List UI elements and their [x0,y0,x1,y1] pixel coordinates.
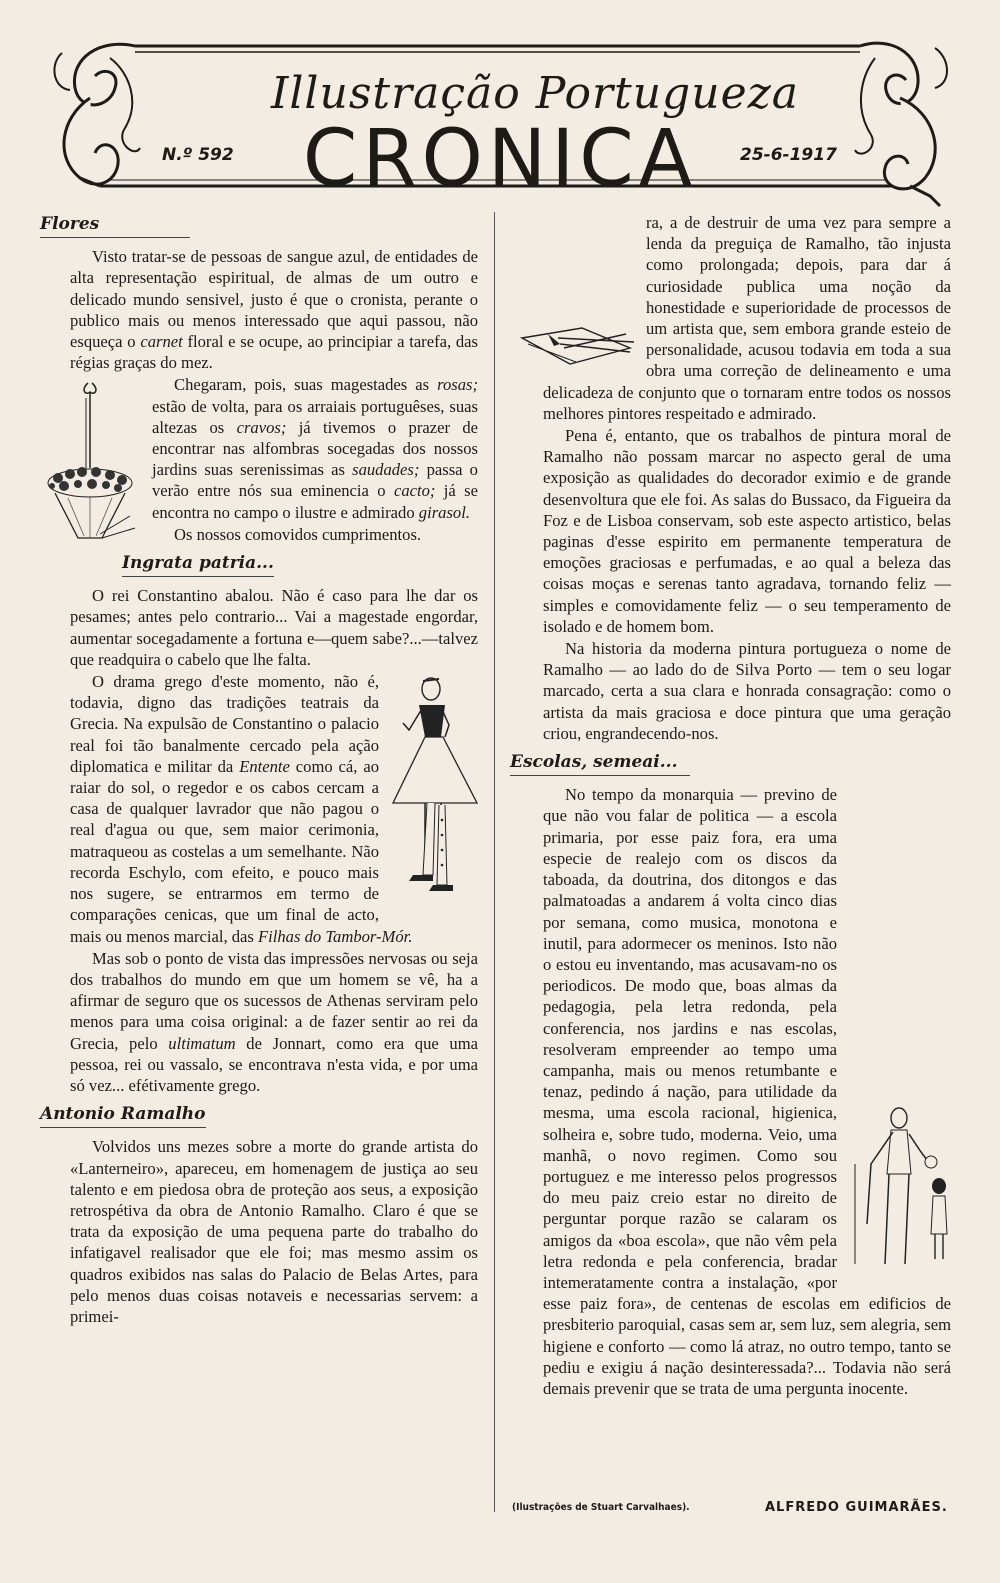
text-run: estão de volta, para os arraiais portuguêses, suas altezas os [152,396,478,437]
palette-brushes-illustration [518,322,636,370]
emphasis: ultimatum [168,1033,236,1053]
paragraph [70,671,478,947]
text-run: como cá, ao raiar do sol, o regedor e os cabos cercam a casa de qualquer lavrador que não pagou o real d'agua ou que, sem maior cerimonia, matraqueou as costelas a um semelhante. Não recorda Eschylo, com efeito, e pouco mais nos sugere, se entrarmos em termo de comparações cenicas, que um final de acto, mais ou menos marcial, das [70,756,379,946]
text-run: de Jonnart, como era que uma pessoa, rei ou vassalo, se encontrava n'esta vida, e por uma só vez... efétivamente grego. [70,1033,478,1095]
section-ingrata-patria [70,551,478,1096]
section-antonio-ramalho-continued [543,212,951,744]
text-run: ra, a de destruir de uma vez para sempre a lenda da preguiça de Ramalho, tão injusta como prolongada; depois, para dar á curiosidade publica uma noção da honestidade e superioridade de processos de um artista que, sem embora grande esteio de personalidade, acusou todavia em toda a sua obra uma correção de delineamento e uma delicadeza de conjunto que o tornaram entre todos os nossos melhores pintores respeitado e admirado. [543,213,951,423]
masthead-script-title: Illustração Portugueza [270,68,800,119]
section-heading-flores: Flores [40,214,190,238]
issue-number: N.º 592 [162,145,234,165]
teacher-child-illustration [847,1104,957,1269]
emphasis: Entente [239,756,290,776]
paragraph [70,374,478,522]
text-run: floral e se ocupe, ao principiar a tarefa, das régias graças do mez. [70,332,478,373]
paragraph [543,212,951,424]
text-run: O drama grego d'este momento, não é, todavia, digno das tradições teatrais da Grecia. Na expulsão de Constantino o palacio real foi tão banalmente cercado pela ação diplomatica e militar da [70,672,379,776]
paragraph [70,246,478,373]
text-run: já tivemos o prazer de encontrar nas alfombras socegadas dos nossos jardins suas serenissimas as [152,417,478,480]
text-run: No tempo da monarquia — previno de que não vou falar de politica — a escola primaria, por esse paiz fora, era uma especie de realejo com os discos da taboada, da doutrina, dos ditongos e das palmatoadas a andarem á volta cinco dias por semana, como musica, monotona e inutil, para adormecer os meninos. Isto não o estou eu inventando, mas acusavam-no os periodicos. De modo que, boas almas da pedagogia, pela letra redonda, pela conferencia, nos jardins e nas escolas, resolveram empreender ao tempo uma campanha, mais ou menos retumbante e tenaz, pedindo á nação, para utilidade da mesma, uma escola racional, higienica, solheira e, sobre tudo, moderna. Veio, uma manhã, o novo regimen. Como sou portuguez e me interesso pelos progressos do meu paiz creio estar no direito de perguntar porque razão se calaram os amigos da «boa escola», que não vêm pela letra redonda e pela conferencia, bradar intemeratamente contra a instalação, «por esse paiz fora», de centenas de escolas em edificios de presbiterio paroquial, casas sem ar, sem luz, sem alegria, sem higiene e conforto — como lá atraz, no outro tempo, tanto se pediu e exigiu á nação desinteressada?... Todavia não será demais prevenir que se trata de uma pergunta inocente. [543,785,951,1398]
emphasis: Filhas do Tambor-Mór. [258,926,413,946]
text-run: já se encontra no campo o ilustre e admirado [152,481,478,522]
masthead-title: CRONICA [302,114,698,204]
text-run: Mas sob o ponto de vista das impressões nervosas ou seja dos trabalhos do mundo em que um homem se vê, ha a afirmar de seguro que os sucessos de Athenas serviram pelo menos para uma coisa original: a de fazer sentir ao rei da Grecia, pelo [70,948,478,1053]
section-escolas-semeai [510,750,951,1399]
text-run: Chegaram, pois, suas magestades as [174,375,438,395]
author-signature: ALFREDO GUIMARÃES. [765,1500,948,1515]
paragraph: Pena é, entanto, que os trabalhos de pintura moral de Ramalho não possam marcar no aspecto geral de uma exposição as qualidades do decorador eximio e de grande desenvoltura que ele foi. As salas do Bussaco, da Figueira da Foz e de Lisboa conservam, sob este aspecto artistico, belas paginas d'esse espirito em permanente temperatura de emoções graciosas e perfumadas, e ao qual a beleza das coisas moças e serenas tanto agradava, tornando feliz — simples e comovidamente feliz — o seu temperamento de isolado e de homem bom. [543,426,951,636]
masthead [40,28,960,208]
emphasis: cravos; [236,417,287,437]
section-heading-antonio-ramalho: Antonio Ramalho [40,1104,206,1128]
illustrations-credit: (Ilustrações de Stuart Carvalhaes). [512,1502,690,1513]
paragraph: O rei Constantino abalou. Não é caso para lhe dar os pesames; antes pelo contrario... Vai a magestade engordar, aumentar socegadamente a fortuna e—quem sabe?...—talvez que readquira o cabelo que lhe falta. [70,586,478,669]
emphasis: girasol. [418,502,470,522]
paragraph: Os nossos comovidos cumprimentos. [174,524,422,544]
text-run: Visto tratar-se de pessoas de sangue azul, de entidades de alta representação espiritual, de almas de um outro e delicado mundo sensivel, justo é que o cronista, perante o publico mais ou menos interessado que aqui passou, não esqueça o [70,247,478,352]
paragraph: Na historia da moderna pintura portugueza o nome de Ramalho — ao lado do de Silva Porto — tem o seu logar marcado, certa a sua clara e honrada consagração: como o artista da mais graciosa e doce pintura que uma geração criou, engrandecendo-nos. [543,639,951,743]
flower-basket-illustration [40,378,140,553]
paragraph [70,948,478,1096]
emphasis: carnet [140,332,183,352]
paragraph: Volvidos uns mezes sobre a morte do grande artista do «Lanterneiro», apareceu, em homenagem de justiça ao seu talento e em piedosa obra de proteção aos seus, a exposição retrospétiva da obra de Antonio Ramalho. Claro é que se trata da exposição de uma pequena parte do trabalho do infatigavel realisador que ele foi; mas mesmo assim os quadros exibidos nas salas do Palacio de Belas Artes, para pelo menos duas coisas notaveis e necessarias servem: a primei- [70,1137,478,1326]
section-flores [40,212,478,545]
section-heading-escolas-semeai: Escolas, semeai... [510,752,690,776]
emphasis: cacto; [393,481,436,501]
text-run: passa o verão entre nós sua eminencia o [152,460,478,501]
right-column [510,212,951,1405]
left-column [40,212,478,1333]
paragraph [543,784,951,1399]
section-heading-ingrata-patria: Ingrata patria... [122,553,274,577]
dancing-figure-illustration [389,675,484,905]
emphasis: saudades; [352,460,420,480]
emphasis: rosas; [437,375,478,395]
section-antonio-ramalho [40,1102,478,1327]
column-divider [494,212,495,1512]
issue-date: 25-6-1917 [740,145,837,165]
